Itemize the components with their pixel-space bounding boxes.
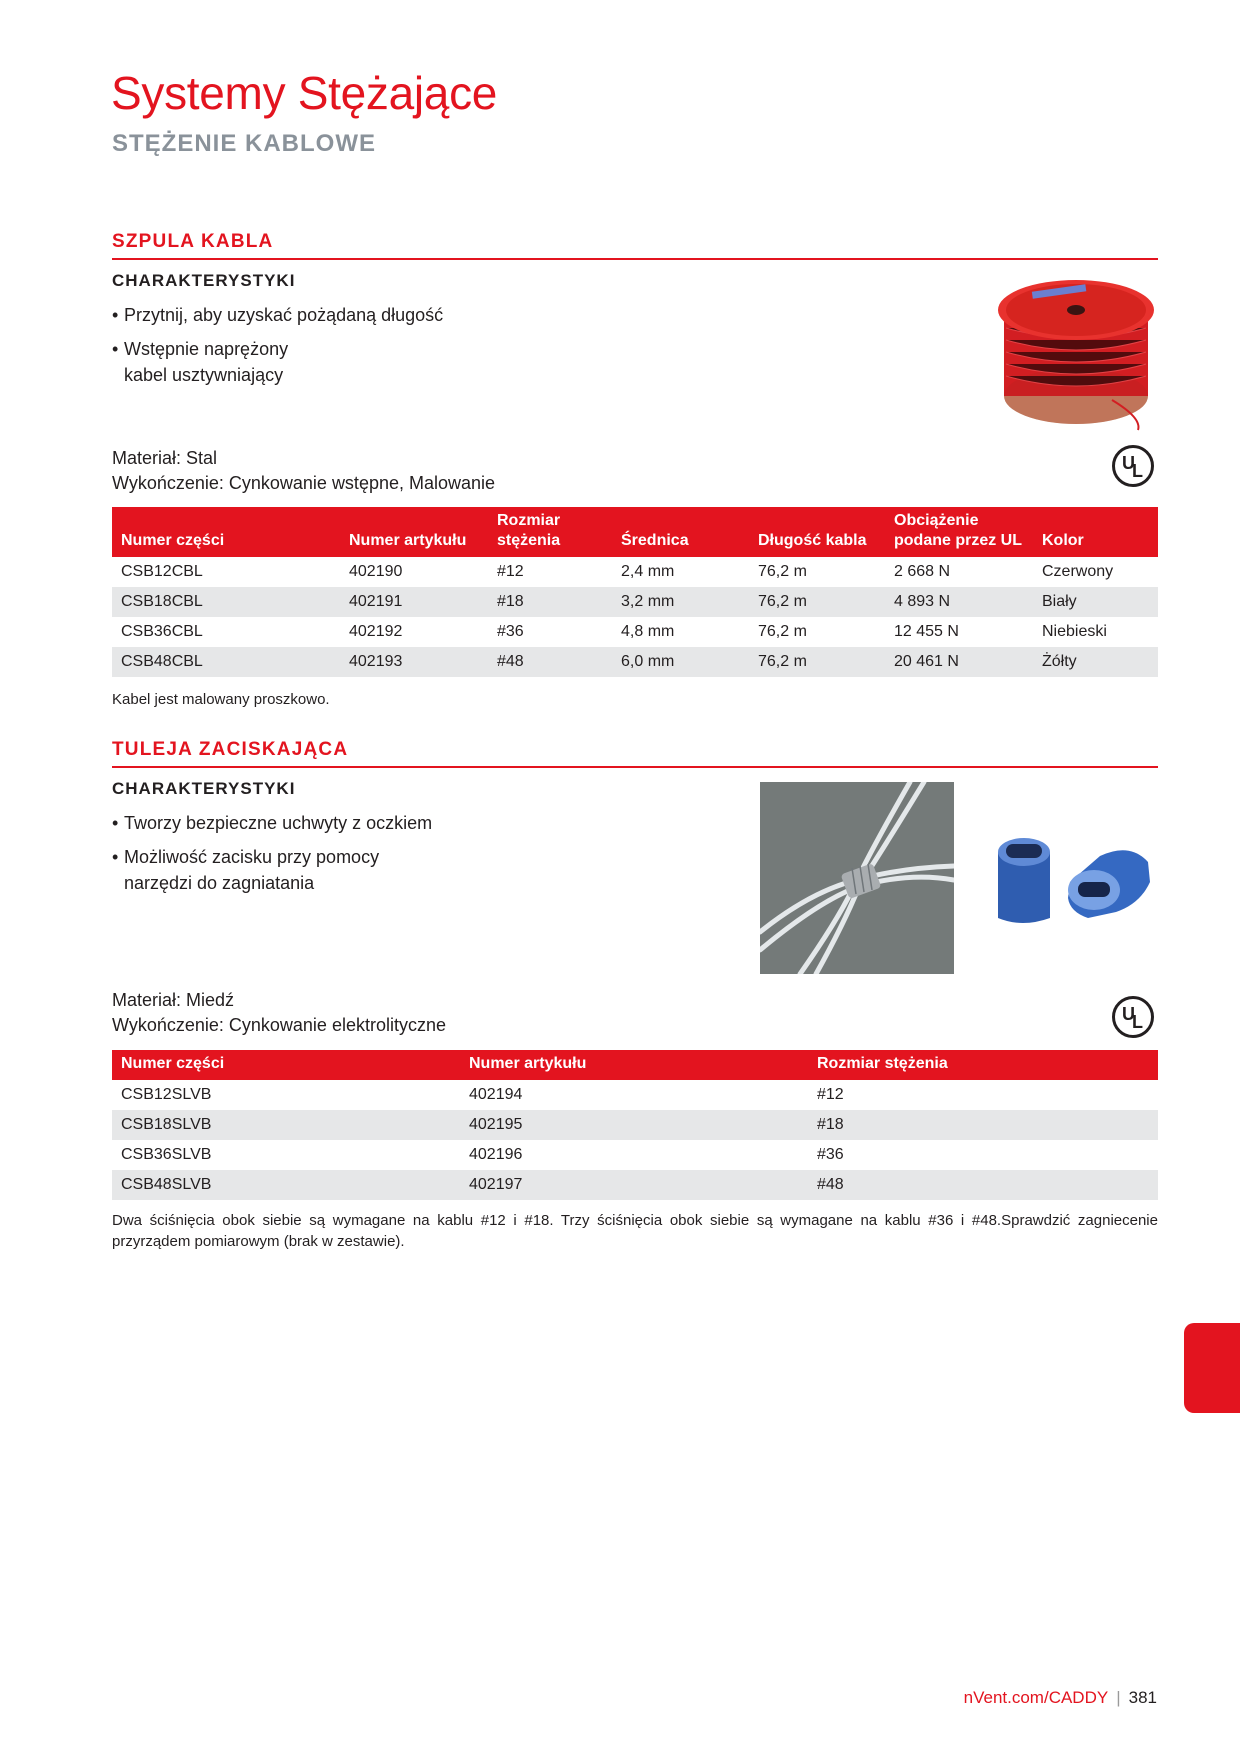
- cell: Żółty: [1033, 647, 1158, 677]
- column-header-line: Obciążenie: [894, 512, 979, 529]
- table-row: [112, 1110, 1158, 1140]
- ul-mark-letter: L: [1132, 461, 1143, 481]
- column-header: Numer artykułu: [460, 1050, 808, 1080]
- cell: 2,4 mm: [621, 563, 675, 580]
- column-header-line: stężenia: [497, 532, 561, 549]
- page-subtitle: STĘŻENIE KABLOWE: [112, 130, 377, 157]
- feature-line: Wstępnie naprężony: [124, 339, 289, 359]
- finish-spec: Wykończenie: Cynkowanie wstępne, Malowanie: [112, 473, 496, 493]
- cell: #36: [817, 1146, 844, 1163]
- table-row: [112, 1170, 1158, 1200]
- table-row: [112, 557, 1158, 587]
- page-number: 381: [1128, 1688, 1157, 1707]
- ul-mark-letter: U: [1122, 1004, 1135, 1024]
- cell: CSB18CBL: [112, 587, 340, 617]
- cell: 402190: [349, 563, 403, 580]
- cell: 76,2 m: [749, 587, 885, 617]
- cell: CSB48SLVB: [112, 1170, 460, 1200]
- column-header: Numer artykułu: [340, 507, 488, 557]
- column-header: Kolor: [1033, 507, 1158, 557]
- feature-item: [112, 844, 432, 896]
- cell: #48: [808, 1170, 1158, 1200]
- page-title: Systemy Stężające: [111, 67, 498, 119]
- cell: CSB36SLVB: [121, 1146, 212, 1163]
- feature-line: narzędzi do zagniatania: [124, 873, 315, 893]
- cell: #36: [497, 623, 524, 640]
- feature-line: kabel usztywniający: [124, 365, 284, 385]
- cell: 76,2 m: [758, 563, 807, 580]
- cell: #12: [497, 563, 524, 580]
- features-list: [112, 810, 432, 896]
- column-header: Średnica: [612, 507, 749, 557]
- cell: CSB18SLVB: [112, 1110, 460, 1140]
- column-header: [488, 507, 612, 557]
- cell: CSB36CBL: [121, 623, 203, 640]
- cell: #18: [808, 1110, 1158, 1140]
- features-list: [112, 302, 443, 388]
- section-divider: [112, 766, 1158, 768]
- cell: 402191: [340, 587, 488, 617]
- cell: Czerwony: [1042, 563, 1114, 580]
- cell: 4,8 mm: [621, 623, 675, 640]
- cable-reel-image: [992, 268, 1166, 432]
- cell: 2 668 N: [894, 563, 951, 580]
- cell: 76,2 m: [749, 647, 885, 677]
- section-title-crimp-sleeve: TULEJA ZACISKAJĄCA: [112, 739, 349, 760]
- cell: 402196: [469, 1146, 523, 1163]
- cell: 402195: [460, 1110, 808, 1140]
- ul-mark-letter: U: [1122, 453, 1135, 473]
- crimped-cable-photo: [760, 782, 954, 974]
- feature-line: Możliwość zacisku przy pomocy: [124, 847, 380, 867]
- cable-reel-table: [112, 507, 1158, 677]
- cell: 4 893 N: [885, 587, 1033, 617]
- cell: CSB12SLVB: [121, 1086, 212, 1103]
- table-row: [112, 617, 1158, 647]
- column-header: [885, 507, 1033, 557]
- cell: 12 455 N: [894, 623, 959, 640]
- column-header: Numer części: [112, 1050, 460, 1080]
- cell: 3,2 mm: [612, 587, 749, 617]
- section-title-cable-reel: SZPULA KABLA: [112, 231, 274, 252]
- cell: 402194: [469, 1086, 523, 1103]
- finish-spec: Wykończenie: Cynkowanie elektrolityczne: [112, 1015, 446, 1035]
- feature-item: • Przytnij, aby uzyskać pożądaną długość: [112, 302, 443, 328]
- material-spec: Materiał: Stal: [112, 448, 218, 468]
- column-header: Rozmiar stężenia: [808, 1050, 1158, 1080]
- crimp-sleeve-table: [112, 1050, 1158, 1200]
- crimp-sleeves-image: [990, 832, 1160, 928]
- column-header-line: Rozmiar: [497, 512, 561, 529]
- characteristics-heading: CHARAKTERYSTYKI: [112, 271, 296, 290]
- ul-listed-icon: [1112, 445, 1154, 487]
- ul-listed-icon: [1112, 996, 1154, 1038]
- ul-mark-letter: L: [1132, 1012, 1143, 1032]
- cell: #12: [817, 1086, 844, 1103]
- table-footnote: Dwa ściśnięcia obok siebie są wymagane na kablu #12 i #18. Trzy ściśnięcia obok siebie są wymagane na kablu #36 i #48.Sprawdzić zagniecenie przyrządem pomiarowym (brak w zestawie).: [112, 1212, 1158, 1250]
- cell: 76,2 m: [758, 623, 807, 640]
- table-row: [112, 1140, 1158, 1170]
- footer-url[interactable]: nVent.com/CADDY: [963, 1688, 1109, 1707]
- cell: 402192: [349, 623, 403, 640]
- table-footnote: Kabel jest malowany proszkowo.: [112, 691, 330, 708]
- cell: #48: [488, 647, 612, 677]
- footer-separator: |: [1116, 1688, 1121, 1707]
- column-header: Numer części: [112, 507, 340, 557]
- cell: 6,0 mm: [612, 647, 749, 677]
- material-spec: Materiał: Miedź: [112, 990, 235, 1010]
- section-divider: [112, 258, 1158, 260]
- cell: 20 461 N: [885, 647, 1033, 677]
- table-row: [112, 1080, 1158, 1110]
- feature-item: • Tworzy bezpieczne uchwyty z oczkiem: [112, 810, 432, 836]
- footer: [964, 1688, 1157, 1708]
- section-tab-marker: [1184, 1323, 1240, 1413]
- table-row: [112, 587, 1158, 617]
- cell: CSB12CBL: [121, 563, 203, 580]
- feature-item: [112, 336, 443, 388]
- cell: CSB48CBL: [112, 647, 340, 677]
- cell: Biały: [1033, 587, 1158, 617]
- cell: Niebieski: [1042, 623, 1107, 640]
- characteristics-heading: CHARAKTERYSTYKI: [112, 779, 296, 798]
- table-row: [112, 647, 1158, 677]
- cell: 402193: [340, 647, 488, 677]
- column-header: Długość kabla: [749, 507, 885, 557]
- column-header-line: podane przez UL: [894, 532, 1023, 549]
- cell: 402197: [460, 1170, 808, 1200]
- cell: #18: [488, 587, 612, 617]
